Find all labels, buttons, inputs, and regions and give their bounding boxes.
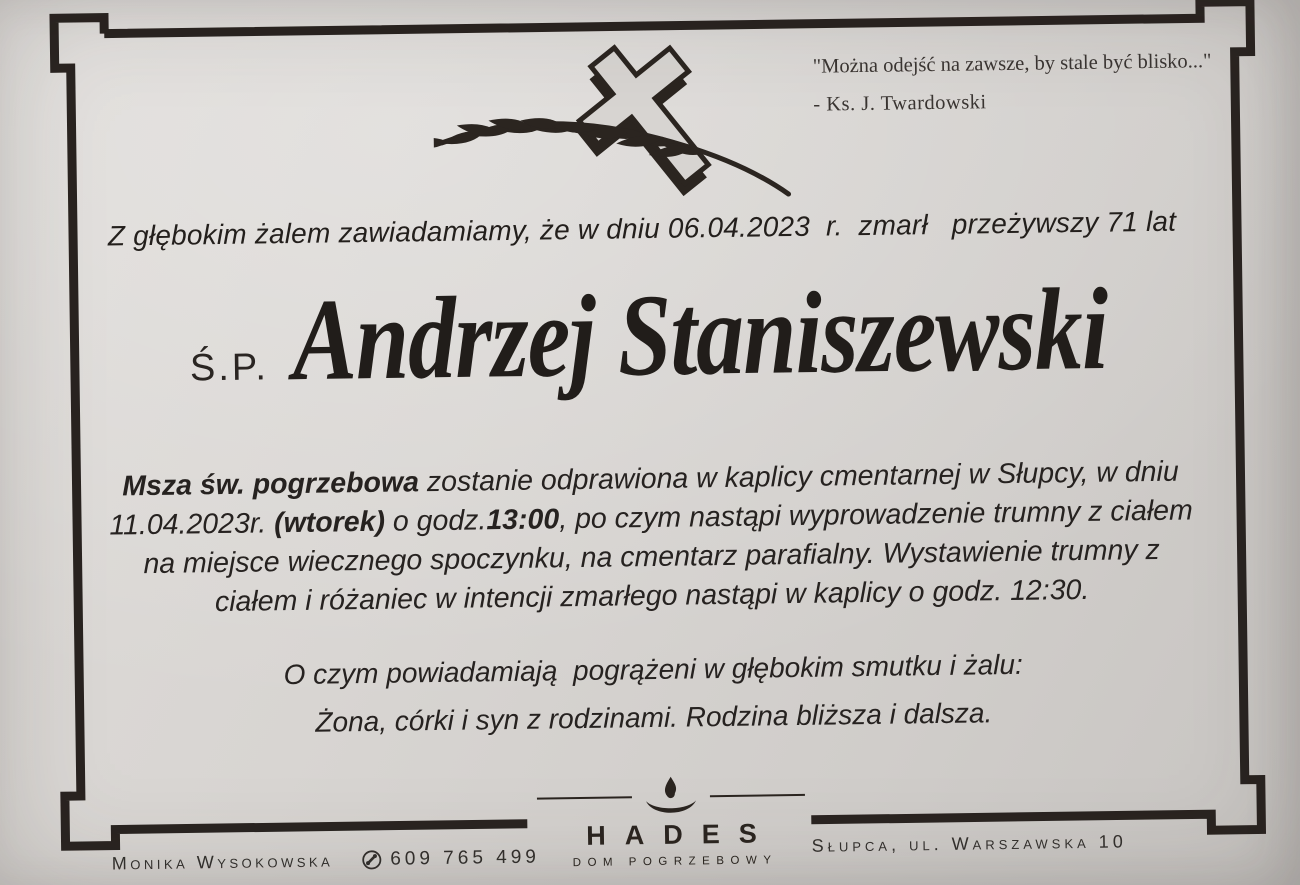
phone-number: 609 765 499 <box>390 846 541 870</box>
hades-logo <box>537 774 806 870</box>
left-rule <box>537 796 632 799</box>
phone-block <box>361 847 540 871</box>
candle-flame-icon <box>642 775 701 818</box>
closing-line-2: Żona, córki i syn z rodzinami. Rodzina bliższa i dalsza. <box>315 697 993 738</box>
quote-block <box>813 42 1254 124</box>
cross-and-wheat-illustration <box>432 40 796 213</box>
logo-ornament <box>537 774 806 820</box>
address: Słupca, ul. Warszawska 10 <box>811 831 1127 856</box>
deceased-name-row <box>0 263 1299 406</box>
quote-author: - Ks. J. Twardowski <box>813 91 987 116</box>
deceased-name: Andrzej Staniszewski <box>291 263 1109 405</box>
contact-name: Monika Wysokowska <box>111 849 334 874</box>
phone-icon <box>361 849 383 871</box>
brand-name: HADES <box>586 818 776 851</box>
funeral-details-paragraph: Msza św. pogrzebowa zostanie odprawiona w kaplicy cmentarnej w Słupcy, w dniu 11.04.2023r. (wtorek) o godz.13:00, po czym nastąpi wyprowadzenie trumny z ciałem na miejsce wiecznego spoczynku, na cmentarz parafialny. Wystawienie trumny z ciałem i różaniec w intencji zmarłego nastąpi w kaplicy o godz. 12:30. <box>109 455 1193 619</box>
announcement-line: Z głębokim żalem zawiadamiamy, że w dniu 06.04.2023 r. zmarł przeżywszy 71 lat <box>107 205 1177 252</box>
closing-line-1: O czym powiadamiają pogrążeni w głębokim smutku i żalu: <box>283 648 1023 691</box>
brand-tagline: DOM POGRZEBOWY <box>572 854 778 870</box>
right-rule <box>710 794 805 797</box>
quote-text: "Można odejść na zawsze, by stale być blisko..." <box>812 50 1212 78</box>
honorific: Ś.P. <box>189 346 270 390</box>
